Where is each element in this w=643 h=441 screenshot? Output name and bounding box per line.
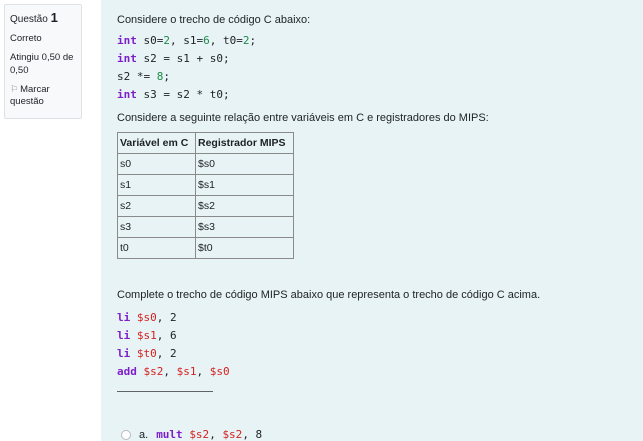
option-a-radio[interactable] (121, 430, 131, 440)
table-cell: $t0 (196, 238, 294, 259)
relation-text: Considere a seguinte relação entre variáveis em C e registradores do MIPS: (117, 112, 489, 124)
answer-blank (117, 391, 213, 392)
c-code-line: int s3 = s2 * t0; (117, 88, 230, 101)
table-row (118, 196, 294, 217)
answer-option-a[interactable] (117, 426, 627, 441)
table-cell: t0 (118, 238, 196, 259)
table-row (118, 154, 294, 175)
question-intro: Considere o trecho de código C abaixo: (117, 14, 311, 26)
table-row (118, 217, 294, 238)
mips-code-block (117, 309, 627, 381)
table-cell: $s3 (196, 217, 294, 238)
question-content (101, 0, 643, 441)
table-cell: s0 (118, 154, 196, 175)
table-header: Variável em C (118, 133, 196, 154)
mips-code-line: li $s0, 2 (117, 311, 177, 324)
table-row (118, 175, 294, 196)
c-code-block (117, 32, 627, 104)
c-code-line: int s0=2, s1=6, t0=2; (117, 34, 257, 47)
flag-icon: ⚐ (10, 83, 19, 94)
question-info-panel (4, 4, 82, 119)
table-cell: $s0 (196, 154, 294, 175)
question-grade: Atingiu 0,50 de 0,50 (10, 52, 74, 76)
table-cell: $s1 (196, 175, 294, 196)
question-state: Correto (10, 32, 42, 44)
mips-code-line: li $t0, 2 (117, 347, 177, 360)
option-a-code: mult $s2, $s2, 8 (156, 428, 263, 441)
table-cell: s1 (118, 175, 196, 196)
c-code-line: int s2 = s1 + s0; (117, 52, 230, 65)
option-a-label: a. (139, 429, 149, 441)
question-number-value: 1 (50, 10, 58, 25)
question-label: Questão (10, 14, 48, 25)
table-cell: $s2 (196, 196, 294, 217)
mips-code-line: add $s2, $s1, $s0 (117, 365, 230, 378)
complete-instruction: Complete o trecho de código MIPS abaixo que representa o trecho de código C acima. (117, 289, 541, 301)
table-header: Registrador MIPS (196, 133, 294, 154)
mips-code-line: li $s1, 6 (117, 329, 177, 342)
question-number (10, 10, 76, 27)
table-cell: s2 (118, 196, 196, 217)
table-header-row (118, 133, 294, 154)
table-row (118, 238, 294, 259)
c-code-line: s2 *= 8; (117, 70, 170, 83)
variable-register-table (117, 132, 294, 259)
flag-question-label: Marcar questão (10, 83, 50, 108)
flag-question-link[interactable] (10, 84, 76, 109)
table-cell: s3 (118, 217, 196, 238)
